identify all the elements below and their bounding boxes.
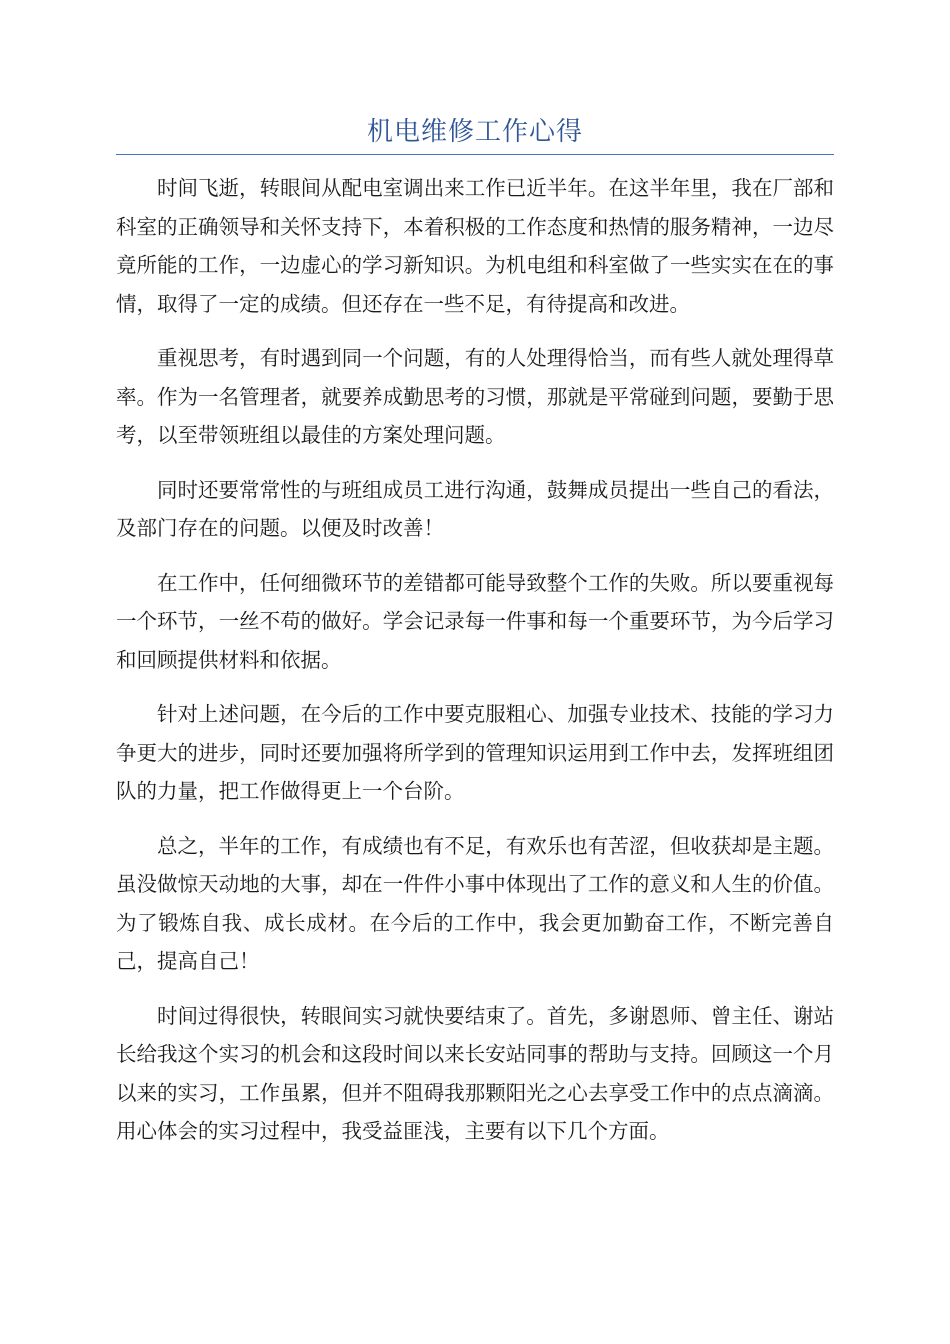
paragraph-6: 总之，半年的工作，有成绩也有不足，有欢乐也有苦涩，但收获却是主题。虽没做惊天动地的大事，却在一件件小事中体现出了工作的意义和人生的价值。为了锻炼自我、成长成材。在今后的工作中，我会更加勤奋工作，不断完善自己，提高自己！ <box>116 833 834 973</box>
paragraph-4: 在工作中，任何细微环节的差错都可能导致整个工作的失败。所以要重视每一个环节，一丝不苟的做好。学会记录每一件事和每一个重要环节，为今后学习和回顾提供材料和依据。 <box>116 570 834 672</box>
paragraph-5: 针对上述问题，在今后的工作中要克服粗心、加强专业技术、技能的学习力争更大的进步，同时还要加强将所学到的管理知识运用到工作中去，发挥班组团队的力量，把工作做得更上一个台阶。 <box>116 702 834 803</box>
paragraph-1: 时间飞逝，转眼间从配电室调出来工作已近半年。在这半年里，我在厂部和科室的正确领导和关怀支持下，本着积极的工作态度和热情的服务精神，一边尽竟所能的工作，一边虚心的学习新知识。为机电组和科室做了一些实实在在的事情，取得了一定的成绩。但还存在一些不足，有待提高和改进。 <box>116 176 834 316</box>
paragraph-3: 同时还要常常性的与班组成员工进行沟通，鼓舞成员提出一些自己的看法，及部门存在的问题。以便及时改善！ <box>116 477 834 540</box>
paragraph-7: 时间过得很快，转眼间实习就快要结束了。首先，多谢恩师、曾主任、谢站长给我这个实习的机会和这段时间以来长安站同事的帮助与支持。回顾这一个月以来的实习，工作虽累，但并不阻碍我那颗阳光之心去享受工作中的点点滴滴。用心体会的实习过程中，我受益匪浅，主要有以下几个方面。 <box>116 1003 834 1143</box>
title-underline <box>116 154 834 155</box>
document-title: 机电维修工作心得 <box>366 117 583 147</box>
paragraph-2: 重视思考，有时遇到同一个问题，有的人处理得恰当，而有些人就处理得草率。作为一名管理者，就要养成勤思考的习惯，那就是平常碰到问题，要勤于思考，以至带领班组以最佳的方案处理问题。 <box>116 346 834 447</box>
document-page <box>116 110 834 1167</box>
